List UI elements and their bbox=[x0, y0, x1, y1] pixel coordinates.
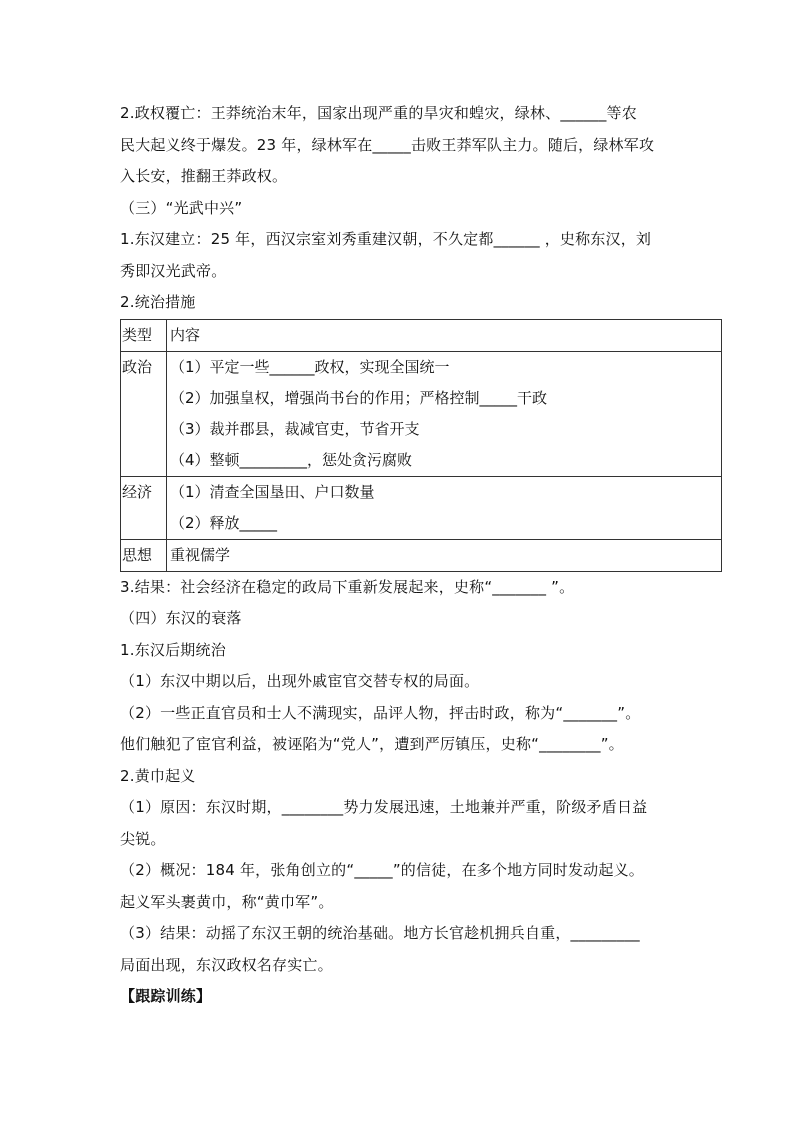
table-header-type: 类型 bbox=[121, 319, 167, 351]
document-page bbox=[120, 98, 720, 1013]
section-3-heading: （三）“光武中兴” bbox=[120, 198, 243, 217]
overview-line-2: 起义军头裹黄巾，称“黄巾军”。 bbox=[120, 892, 334, 911]
table-row-economy bbox=[121, 476, 722, 539]
late-rule-title: 1.东汉后期统治 bbox=[120, 640, 226, 659]
overthrow-line-3: 入长安，推翻王莽政权。 bbox=[120, 167, 288, 185]
economy-type-cell: 经济 bbox=[121, 476, 167, 539]
politics-item-4: （4）整顿_________，惩处贪污腐败 bbox=[170, 450, 413, 469]
politics-item-2: （2）加强皇权，增强尚书台的作用；严格控制_____干政 bbox=[170, 388, 548, 407]
late-rule-2-line-1: （2）一些正直官员和士人不满现实，品评人物，抨击时政，称为“_______”。 bbox=[120, 703, 641, 722]
overview-line-1: （2）概况：184 年，张角创立的“_____”的信徒，在多个地方同时发动起义。 bbox=[120, 861, 644, 879]
table-header-content: 内容 bbox=[167, 319, 722, 351]
cause-line-2: 尖锐。 bbox=[120, 829, 166, 848]
measures-table bbox=[120, 319, 722, 572]
founding-line-1: 1.东汉建立：25 年，西汉宗室刘秀重建汉朝，不久定都______ ，史称东汉，刘 bbox=[120, 230, 652, 248]
yt-result-line-1: （3）结果：动摇了东汉王朝的统治基础。地方长官趁机拥兵自重，_________ bbox=[120, 924, 640, 942]
measures-title: 2.统治措施 bbox=[120, 293, 196, 311]
economy-item-2: （2）释放_____ bbox=[170, 513, 278, 532]
section-4-heading: （四）东汉的衰落 bbox=[120, 609, 242, 627]
table-row-thought bbox=[121, 539, 722, 571]
politics-content-cell bbox=[167, 351, 722, 476]
founding-line-2: 秀即汉光武帝。 bbox=[120, 261, 227, 280]
politics-item-3: （3）裁并郡县，裁减官吏，节省开支 bbox=[170, 419, 420, 438]
cause-line-1: （1）原因：东汉时期，________势力发展迅速，土地兼并严重，阶级矛盾日益 bbox=[120, 798, 648, 816]
yt-result-line-2: 局面出现，东汉政权名存实亡。 bbox=[120, 955, 333, 974]
economy-content-cell bbox=[167, 476, 722, 539]
late-rule-1: （1）东汉中期以后，出现外戚宦官交替专权的局面。 bbox=[120, 672, 480, 690]
yellow-turban-title: 2.黄巾起义 bbox=[120, 766, 196, 785]
thought-content-cell: 重视儒学 bbox=[167, 539, 722, 571]
thought-type-cell: 思想 bbox=[121, 539, 167, 571]
politics-type-cell: 政治 bbox=[121, 351, 167, 476]
table-row-politics bbox=[121, 351, 722, 476]
table-header-row bbox=[121, 319, 722, 351]
overthrow-line-1: 2.政权覆亡：王莽统治末年，国家出现严重的旱灾和蝗灾，绿林、______等农 bbox=[120, 104, 637, 122]
politics-item-1: （1）平定一些______政权，实现全国统一 bbox=[170, 357, 450, 376]
overthrow-line-2: 民大起义终于爆发。23 年，绿林军在_____击败王莽军队主力。随后，绿林军攻 bbox=[120, 135, 655, 154]
economy-item-1: （1）清查全国垦田、户口数量 bbox=[170, 482, 375, 501]
followup-heading: 【跟踪训练】 bbox=[120, 987, 212, 1005]
late-rule-2-line-2: 他们触犯了宦官利益，被诬陷为“党人”，遭到严厉镇压，史称“________”。 bbox=[120, 735, 624, 753]
result-line: 3.结果：社会经济在稳定的政局下重新发展起来，史称“_______ ”。 bbox=[120, 577, 575, 596]
